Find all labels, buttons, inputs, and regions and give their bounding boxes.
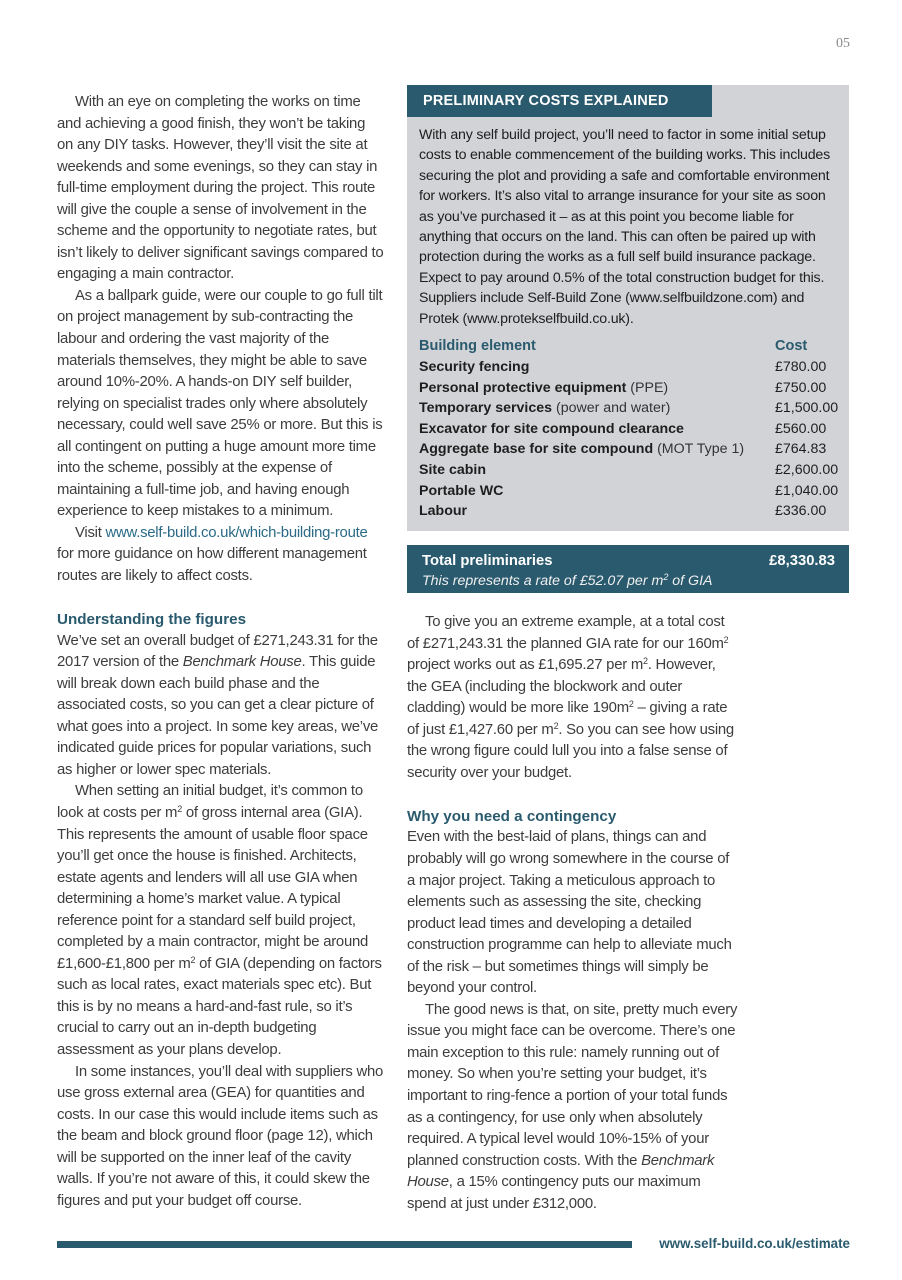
building-element-cost: £750.00 xyxy=(775,379,827,396)
building-element-name: Aggregate base for site compound (MOT Type 1) xyxy=(419,441,745,458)
intro-paragraph: With an eye on completing the works on time and achieving a good finish, they won’t be taking on any DIY tasks. However, they’ll visit the site at weekends and some evenings, so they can stay in full-time employment during the project. This route will give the couple a sense of involvement in the scheme and the opportunity to negotiate rates, but isn’t likely to deliver significant savings compared to engaging a main contractor. xyxy=(57,94,384,283)
total-rate-note: This represents a rate of £52.07 per $m^2$ of GIA xyxy=(422,572,713,589)
gia-paragraph: When setting an initial budget, it’s common to look at costs per $m^2$ of gross internal area (GIA). This represents the amount of usable floor space you’ll get once the house is finished. Architects, estate agents and lenders will all use GIA when determining a home’s market value. A typical reference point for a standard self build project, completed by a main contractor, might be around £1,600-£1,800 per $m^2$ of GIA (depending on factors such as local rates, exact materials spec etc). But this is by no means a hard-and-fast rule, so it’s crucial to carry out an in-depth budgeting assessment as your plans develop. xyxy=(57,783,382,1059)
extreme-example-paragraph: To give you an extreme example, at a total cost of £271,243.31 the planned GIA rate for our $160m^2$ project works out as £1,695.27 per $m^2$. However, the GEA (including the blockwork and outer cladding) would be more like $190m^2$ – giving a rate of just £1,427.60 per $m^2$. So you can see how using the wrong figure could lull you into a false sense of security over your budget. xyxy=(407,614,734,781)
good-news-paragraph: The good news is that, on site, pretty much every issue you might face can be overcome. There’s one main exception to this rule: namely running out of money. So when you’re setting your budget, it’s important to ring-fence a portion of your total funds as a contingency, for use only when absolutely required. A typical level would 10%-15% of your planned construction costs. With the Benchmark House, a 15% contingency puts our maximum spend at just under £312,000. xyxy=(407,1001,738,1212)
table-row xyxy=(419,501,845,522)
total-preliminaries-box xyxy=(407,545,849,593)
ballpark-paragraph: As a ballpark guide, were our couple to go full tilt on project management by sub-contracting the labour and ordering the vast majority of the materials themselves, they might be able to save around 10%-20%. A hands-on DIY self builder, relying on specialist trades only where absolutely necessary, could well save 25% or more. But this is all contingent on putting a huge amount more time into the scheme, possibly at the expense of maintaining a full-time job, and having enough experience to keep mistakes to a minimum. xyxy=(57,287,383,520)
left-column xyxy=(57,92,384,1212)
table-row xyxy=(419,357,845,378)
building-element-cost: £1,040.00 xyxy=(775,482,839,499)
building-route-link[interactable]: www.self-build.co.uk/which-building-route xyxy=(105,524,368,541)
table-row xyxy=(419,481,845,502)
box-intro-text: With any self build project, you’ll need to factor in some initial setup costs to enable commencement of the building works. This includes securing the plot and providing a safe and comfortable environment for workers. It’s also vital to arrange insurance for your site as soon as you’ve purchased it – as at this point you become liable for anything that occurs on the land. This can often be paired up with protection during the works as a full self build insurance package. Expect to pay around 0.5% of the total construction budget for this. Suppliers include Self-Build Zone (www.selfbuildzone.com) and Protek (www.protekselfbuild.co.uk). xyxy=(419,127,831,327)
total-label: Total preliminaries xyxy=(422,553,553,569)
building-element-cost: £1,500.00 xyxy=(775,400,839,417)
building-element-name: Personal protective equipment (PPE) xyxy=(419,379,669,396)
cost-table xyxy=(419,335,845,522)
box-heading: PRELIMINARY COSTS EXPLAINED xyxy=(407,85,712,117)
building-element-cost: £2,600.00 xyxy=(775,461,839,478)
footer-bar xyxy=(57,1241,632,1248)
table-row xyxy=(419,419,845,440)
visit-paragraph: Visit www.self-build.co.uk/which-building-route for more guidance on how different management routes are likely to affect costs. xyxy=(57,524,368,585)
column-header-element: Building element xyxy=(419,337,536,354)
page-number: 05 xyxy=(836,36,850,51)
contingency-heading: Why you need a contingency xyxy=(407,807,617,825)
building-element-cost: £336.00 xyxy=(775,503,827,520)
building-element-cost: £764.83 xyxy=(775,441,827,458)
contingency-paragraph: Even with the best-laid of plans, things can and probably will go wrong somewhere in the course of a major project. Taking a meticulous approach to elements such as assessing the site, checking product lead times and developing a detailed construction programme can help to alleviate much of the risk – but sometimes things will simply be beyond your control. xyxy=(407,829,732,997)
building-element-name: Excavator for site compound clearance xyxy=(419,420,684,437)
building-element-name: Temporary services (power and water) xyxy=(419,400,671,417)
footer-url-link[interactable]: www.self-build.co.uk/estimate xyxy=(659,1236,850,1251)
table-row xyxy=(419,460,845,481)
understanding-figures-heading: Understanding the figures xyxy=(57,611,247,629)
building-element-name: Labour xyxy=(419,503,468,520)
total-value: £8,330.83 xyxy=(769,553,835,569)
table-row xyxy=(419,398,845,419)
building-element-cost: £780.00 xyxy=(775,359,827,375)
gea-paragraph: In some instances, you’ll deal with suppliers who use gross external area (GEA) for quantities and costs. In our case this would include items such as the beam and block ground floor (page 12), which will be supported on the inner leaf of the cavity walls. If you’re not aware of this, it could skew the figures and put your budget off course. xyxy=(57,1063,384,1209)
budget-paragraph: We’ve set an overall budget of £271,243.31 for the 2017 version of the Benchmark House. This guide will break down each build phase and the associated costs, so you can get a clear picture of what goes into a project. In some key areas, we’ve indicated guide prices for popular variations, such as higher or lower spec materials. xyxy=(57,632,379,778)
column-header-cost: Cost xyxy=(775,337,808,354)
right-column xyxy=(407,612,739,1215)
building-element-name: Portable WC xyxy=(419,482,504,499)
building-element-name: Security fencing xyxy=(419,359,530,375)
table-row xyxy=(419,439,845,460)
preliminary-costs-box xyxy=(407,85,849,531)
table-row xyxy=(419,378,845,399)
building-element-name: Site cabin xyxy=(419,461,487,478)
building-element-cost: £560.00 xyxy=(775,420,827,437)
